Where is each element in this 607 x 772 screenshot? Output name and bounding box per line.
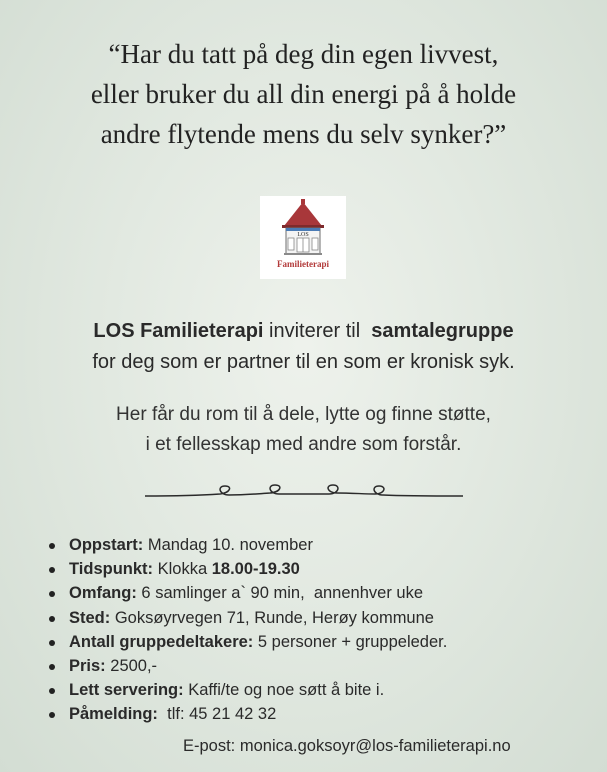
invite-mid-text: inviterer til [263,320,372,342]
room-line-1: Her får du rom til å dele, lytte og finne støtte, [116,404,491,425]
detail-pris: Pris: 2500,- [49,654,447,678]
logo-small-text: LOS [297,232,309,238]
org-name: LOS Familieterapi [93,320,264,342]
los-familieterapi-logo [260,196,346,279]
flourish-divider [145,478,463,508]
group-type: samtalegruppe [371,320,514,342]
detail-tidspunkt: Tidspunkt: Klokka 18.00-19.30 [49,557,447,581]
room-line-2: i et fellesskap med andre som forstår. [145,434,462,455]
detail-servering: Lett servering: Kaffi/te og noe søtt å bite i. [49,678,447,702]
contact-email: E-post: monica.goksoyr@los-familieterapi.no [183,737,511,755]
logo-name: Familieterapi [277,259,329,269]
quote-line-1: “Har du tatt på deg din egen livvest, [108,39,499,69]
detail-omfang: Omfang: 6 samlinger a` 90 min, annenhver uke [49,581,447,605]
invitation [0,316,607,378]
quote-line-2: eller bruker du all din energi på å holde [90,79,517,109]
invitation-line-1 [0,316,607,347]
details-list [49,533,447,727]
detail-antall: Antall gruppedeltakere: 5 personer + gruppeleder. [49,630,447,654]
room-text [0,400,607,460]
detail-pamelding: Påmelding: tlf: 45 21 42 32 [49,702,447,726]
quote-line-3: andre flytende mens du selv synker?” [100,119,507,149]
detail-sted: Sted: Goksøyrvegen 71, Runde, Herøy kommune [49,606,447,630]
quote [0,34,607,154]
detail-oppstart: Oppstart: Mandag 10. november [49,533,447,557]
invitation-line-2: for deg som er partner til en som er kronisk syk. [92,351,515,373]
